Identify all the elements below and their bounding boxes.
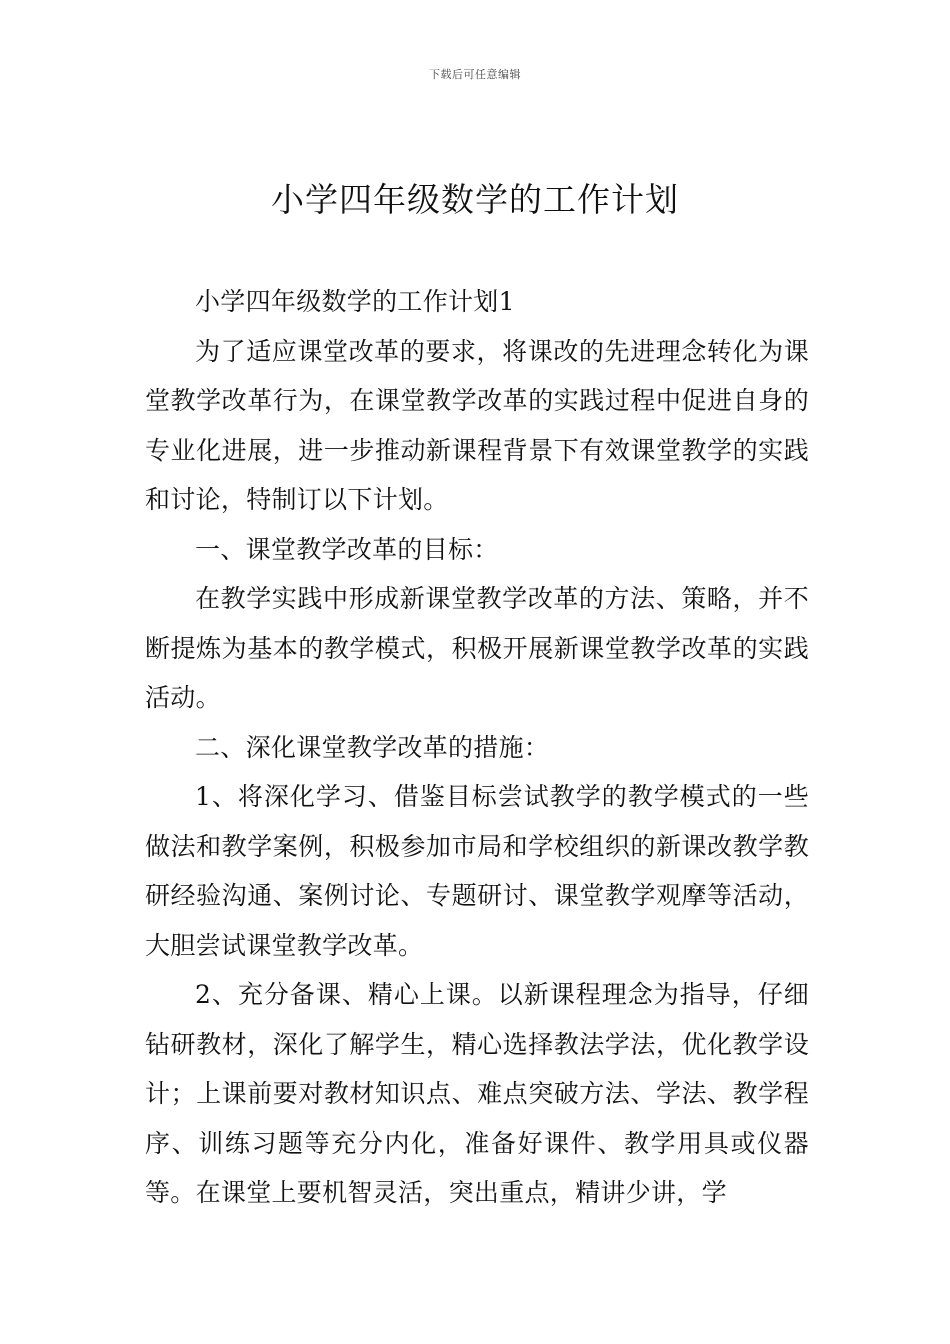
header-note: 下载后可任意编辑 [429,68,521,81]
document-title: 小学四年级数学的工作计划 [271,180,679,219]
paragraph-measure-2: 2、充分备课、精心上课。以新课程理念为指导，仔细钻研教材，深化了解学生，精心选择教法学法，优化教学设计；上课前要对教材知识点、难点突破方法、学法、教学程序、训练习题等充分内化，准备好课件、教学用具或仪器等。在课堂上要机智灵活，突出重点，精讲少讲，学 [145,980,809,1207]
document-body [145,277,809,1218]
paragraph-measure-1: 1、将深化学习、借鉴目标尝试教学的教学模式的一些做法和教学案例，积极参加市局和学校组织的新课改教学教研经验沟通、案例讨论、专题研讨、课堂教学观摩等活动，大胆尝试课堂教学改革。 [145,782,809,960]
section-heading-plan-1: 小学四年级数学的工作计划1 [195,287,515,316]
paragraph-goals: 在教学实践中形成新课堂教学改革的方法、策略，并不断提炼为基本的教学模式，积极开展新课堂教学改革的实践活动。 [145,584,809,712]
paragraph-intro: 为了适应课堂改革的要求，将课改的先进理念转化为课堂教学改革行为，在课堂教学改革的实践过程中促进自身的专业化进展，进一步推动新课程背景下有效课堂教学的实践和讨论，特制订以下计划。 [145,336,809,514]
section-heading-goals: 一、课堂教学改革的目标： [195,534,499,564]
section-heading-measures: 二、深化课堂教学改革的措施： [195,732,550,762]
